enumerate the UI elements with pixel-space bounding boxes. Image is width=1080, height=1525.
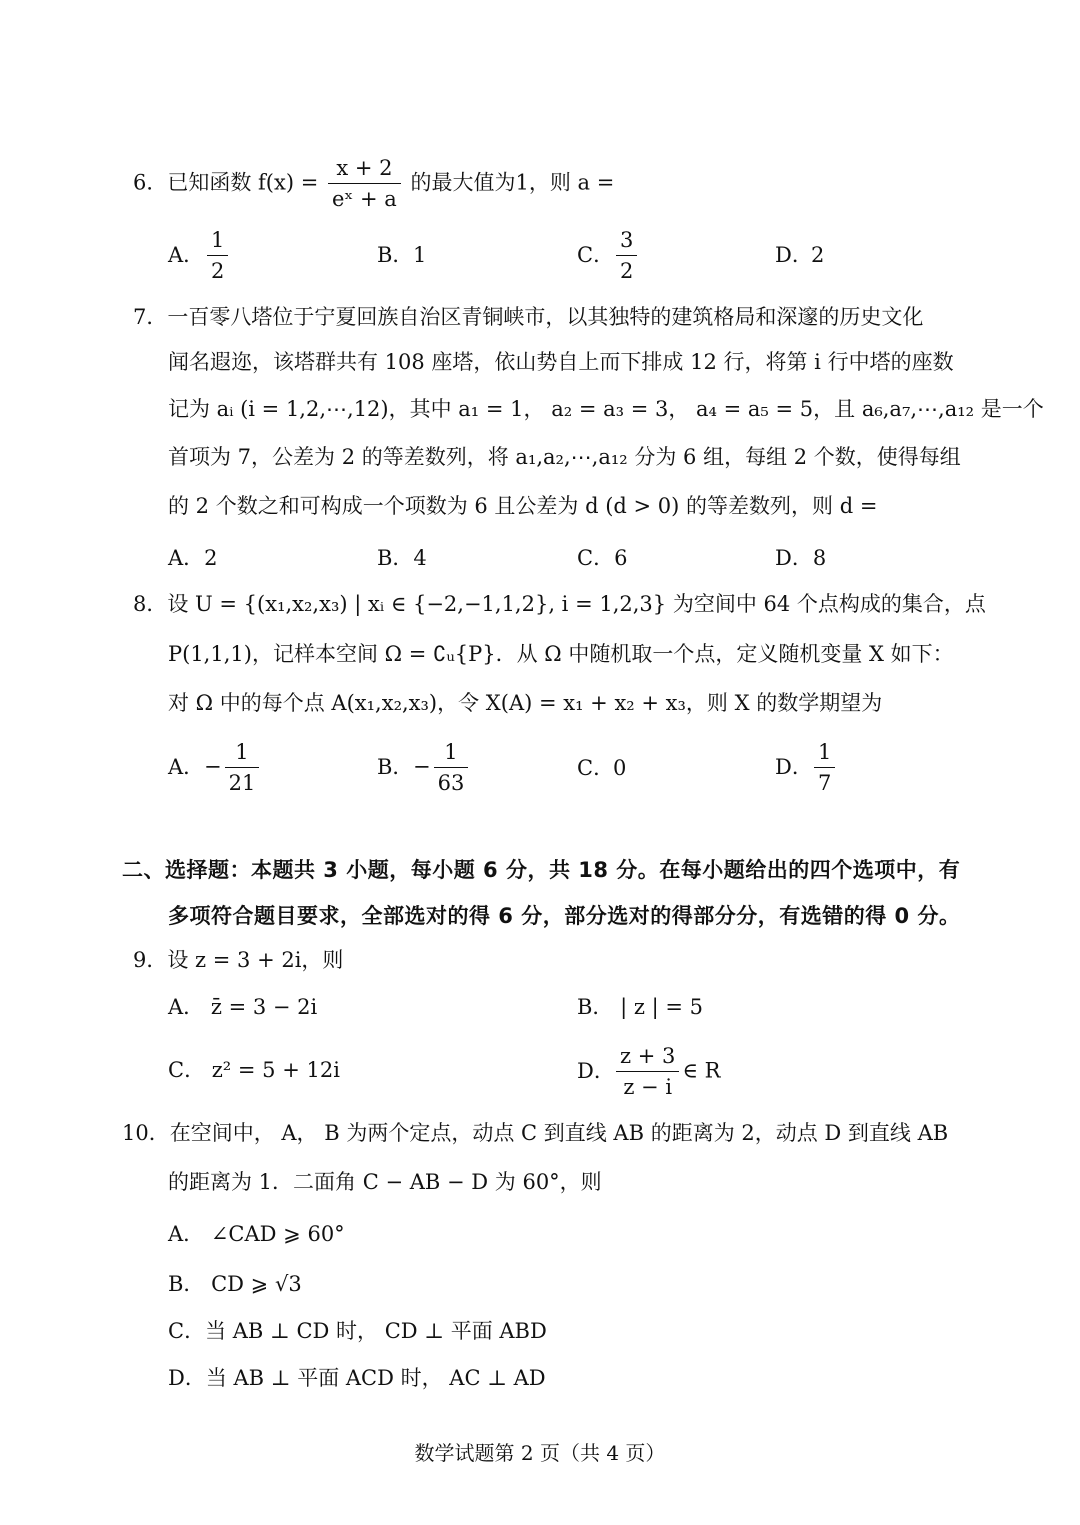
q9-option-c: C． z² = 5 + 12i (168, 1058, 340, 1082)
q10-option-a: A． ∠CAD ⩾ 60° (168, 1222, 345, 1246)
q7-option-d: D．8 (775, 546, 827, 570)
q6-option-b: B．1 (377, 243, 427, 267)
q6-frac-denominator: eˣ + a (332, 187, 397, 211)
section-2-heading-line-1: 二、选择题：本题共 3 小题，每小题 6 分，共 18 分。在每小题给出的四个选项中，有 (122, 858, 961, 882)
q7-line-5: 的 2 个数之和可构成一个项数为 6 且公差为 d (d > 0) 的等差数列，则 d = (168, 494, 878, 518)
q7-line-1: 7．一百零八塔位于宁夏回族自治区青铜峡市，以其独特的建筑格局和深邃的历史文化 (133, 305, 924, 329)
q8-option-a: A．− $\frac{1}{21}$ (168, 742, 262, 794)
q9-option-b: B． | z | = 5 (577, 995, 703, 1019)
q8-option-d: D． $\frac{1}{7}$ (775, 742, 838, 794)
q6-fraction (328, 158, 401, 210)
q6-frac-numerator: x + 2 (328, 158, 401, 184)
q7-line-4: 首项为 7，公差为 2 的等差数列，将 a₁,a₂,⋯,a₁₂ 分为 6 组，每组 2 个数，使得每组 (168, 445, 961, 469)
q8-option-b: B．− $\frac{1}{63}$ (377, 742, 471, 794)
q6-prefix: 6．已知函数 f(x) = (133, 170, 319, 195)
q9-option-a: A． z̄ = 3 − 2i (168, 995, 318, 1019)
q8-line-2: P(1,1,1)，记样本空间 Ω = ∁ᵤ{P}．从 Ω 中随机取一个点，定义随机变量 X 如下： (168, 642, 954, 666)
q7-option-c: C．6 (577, 546, 628, 570)
q10-line-2: 的距离为 1．二面角 C − AB − D 为 60°，则 (168, 1170, 602, 1194)
page-footer: 数学试题第 2 页（共 4 页） (414, 1441, 666, 1465)
q6-suffix: 的最大值为1，则 a = (410, 170, 615, 195)
q7-option-a: A．2 (168, 546, 218, 570)
q10-option-b: B． CD ⩾ √3 (168, 1272, 302, 1296)
q8-line-1: 8．设 U = {(x₁,x₂,x₃) | xᵢ ∈ {−2,−1,1,2}, i = 1,2,3} 为空间中 64 个点构成的集合，点 (133, 592, 986, 616)
q8-option-c: C．0 (577, 756, 627, 780)
section-2-heading-line-2: 多项符合题目要求，全部选对的得 6 分，部分选对的得部分分，有选错的得 0 分。 (168, 904, 961, 928)
q10-option-d: D．当 AB ⊥ 平面 ACD 时， AC ⊥ AD (168, 1366, 546, 1390)
q10-option-c: C．当 AB ⊥ CD 时， CD ⊥ 平面 ABD (168, 1319, 547, 1343)
q9-stem: 9．设 z = 3 + 2i，则 (133, 948, 344, 972)
q6-option-d: D．2 (775, 243, 825, 267)
q7-line-3: 记为 aᵢ (i = 1,2,⋯,12)，其中 a₁ = 1， a₂ = a₃ = 3， a₄ = a₅ = 5，且 a₆,a₇,⋯,a₁₂ 是一个 (168, 397, 1044, 421)
q8-line-3: 对 Ω 中的每个点 A(x₁,x₂,x₃)，令 X(A) = x₁ + x₂ + x₃，则 X 的数学期望为 (168, 691, 883, 715)
q7-option-b: B．4 (377, 546, 427, 570)
q7-line-2: 闻名遐迩，该塔群共有 108 座塔，依山势自上而下排成 12 行，将第 i 行中塔的座数 (168, 350, 954, 374)
q10-line-1: 10．在空间中， A， B 为两个定点，动点 C 到直线 AB 的距离为 2，动点 D 到直线 AB (122, 1121, 949, 1145)
q6-option-a: A． $\frac{1}{2}$ (168, 230, 231, 282)
q6-option-c: C． $\frac{3}{2}$ (577, 230, 640, 282)
q9-option-d: D． $\frac{z + 3}{z - i}$ ∈ R (577, 1044, 721, 1099)
question-6-stem (133, 158, 614, 210)
